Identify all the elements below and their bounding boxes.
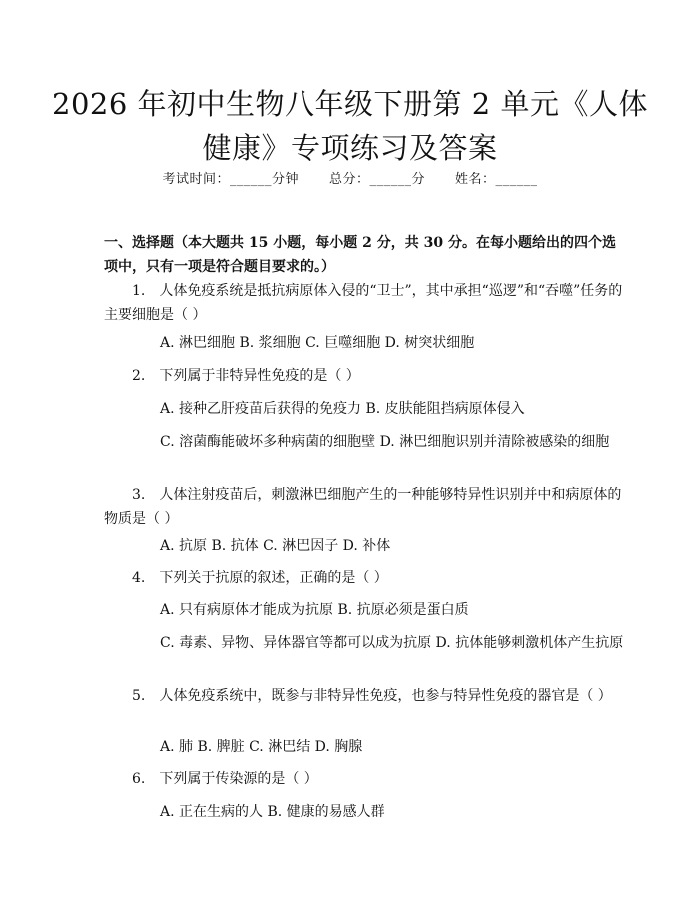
question-2-options-cd: C. 溶菌酶能破坏多种病菌的细胞壁 D. 淋巴细胞识别并清除被感染的细胞 <box>160 434 610 450</box>
question-2-stem: 2. 下列属于非特异性免疫的是（ ） <box>132 368 360 384</box>
question-2-options-ab: A. 接种乙肝疫苗后获得的免疫力 B. 皮肤能阻挡病原体侵入 <box>160 401 525 417</box>
question-4-options-cd: C. 毒素、异物、异体器官等都可以成为抗原 D. 抗体能够刺激机体产生抗原 <box>160 635 624 651</box>
title-line-1: 2026 年初中生物八年级下册第 2 单元《人体 <box>52 87 648 121</box>
question-1-stem: 1. 人体免疫系统是抵抗病原体入侵的“卫士”，其中承担“巡逻”和“吞噬”任务的主要细胞是（ ） <box>104 283 623 323</box>
question-6-stem: 6. 下列属于传染源的是（ ） <box>132 771 318 787</box>
student-name-field: 姓名：______ <box>455 172 538 187</box>
question-list <box>104 0 634 905</box>
total-score-field: 总分：______分 <box>328 172 425 187</box>
question-1-options: A. 淋巴细胞 B. 浆细胞 C. 巨噬细胞 D. 树突状细胞 <box>160 335 475 351</box>
exam-time-field: 考试时间：______分钟 <box>162 172 299 187</box>
question-3-stem: 3. 人体注射疫苗后，刺激淋巴细胞产生的一种能够特异性识别并中和病原体的物质是（ ） <box>104 487 622 527</box>
section-heading: 一、选择题（本大题共 15 小题，每小题 2 分，共 30 分。在每小题给出的四个选项中，只有一项是符合题目要求的。） <box>104 235 616 275</box>
question-5-stem: 5. 人体免疫系统中，既参与非特异性免疫，也参与特异性免疫的器官是（ ） <box>132 688 612 704</box>
question-5-options: A. 肺 B. 脾脏 C. 淋巴结 D. 胸腺 <box>160 739 363 755</box>
question-6-options: A. 正在生病的人 B. 健康的易感人群 <box>160 804 385 820</box>
question-3-options: A. 抗原 B. 抗体 C. 淋巴因子 D. 补体 <box>160 538 391 554</box>
question-4-stem: 4. 下列关于抗原的叙述，正确的是（ ） <box>132 570 388 586</box>
title-line-2: 健康》专项练习及答案 <box>202 131 498 165</box>
question-4-options-ab: A. 只有病原体才能成为抗原 B. 抗原必须是蛋白质 <box>160 602 469 618</box>
